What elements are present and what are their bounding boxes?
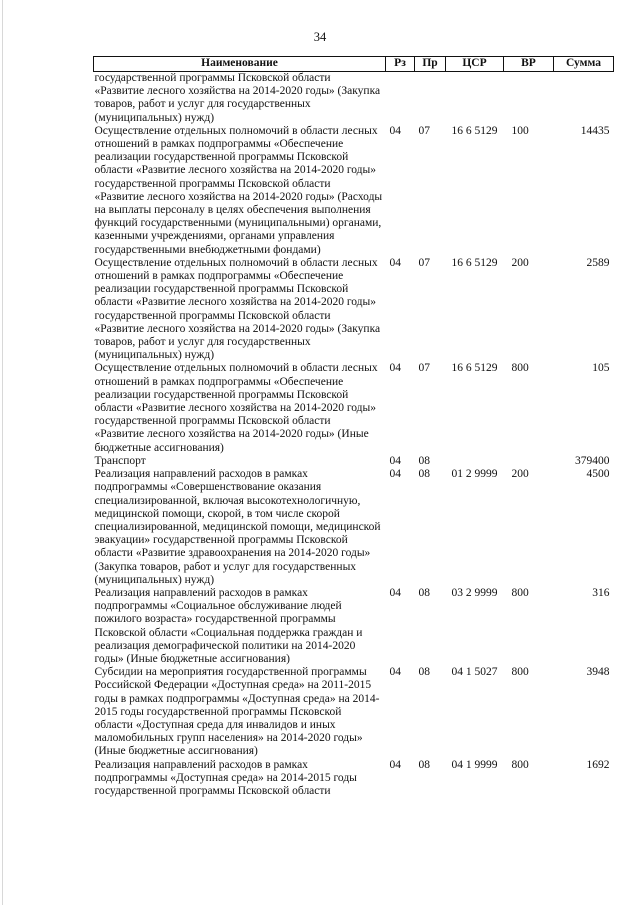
cell-name: Реализация направлений расходов в рамках подпрограммы «Совершенствование оказания специализированной, включая высокотехнологичную, медицинской помощи, скорой, в том числе скорой специализированной, медицинской помощи, медицинской эвакуации» государственной программы Псковской области «Развитие здравоохранения на 2014-2020 годы» (Закупка товаров, работ и услуг для государственных (муниципальных) нужд) (94, 468, 381, 586)
table-row (94, 362, 614, 454)
cell-sum: 3948 (586, 666, 610, 679)
cell-name: Реализация направлений расходов в рамках подпрограммы «Доступная среда» на 2014-2015 годы государственной программы Псковской области (94, 758, 357, 797)
cell-vr: 800 (511, 586, 529, 599)
cell-rz: 04 (389, 362, 401, 375)
cell-vr: 200 (511, 468, 529, 481)
cell-sum: 14435 (580, 124, 610, 137)
cell-vr (504, 72, 554, 125)
table-row (94, 455, 614, 468)
cell-vr: 200 (511, 256, 529, 269)
cell-pr (415, 72, 446, 125)
header-rz: Рз (386, 57, 415, 72)
table-row (94, 257, 614, 363)
cell-name: Осуществление отдельных полномочий в области лесных отношений в рамках подпрограммы «Обеспечение реализации государственной программы Псковской области «Развитие лесного хозяйства на 2014-2020 годы» государственной программы Псковской области «Развитие лесного хозяйства на 2014-2020 годы» (Расходы на выплаты персоналу в целях обеспечения выполнения функций государственными (муниципальными) органами, казенными учреждениями, органами управления государственными внебюджетными фондами) (94, 124, 383, 256)
cell-sum: 379400 (575, 454, 610, 467)
table-body (94, 72, 614, 799)
cell-name: Субсидии на мероприятия государственной программы Российской Федерации «Доступная среда» на 2011-2015 годы в рамках подпрограммы «Доступная среда» на 2014-2015 годы государственной программы Псковской области «Доступная среда для инвалидов и иных маломобильных групп населения» на 2014-2020 годы» (Иные бюджетные ассигнования) (94, 666, 380, 758)
header-pr: Пр (415, 57, 446, 72)
cell-csr: 03 2 9999 (451, 586, 498, 599)
cell-name: Реализация направлений расходов в рамках подпрограммы «Социальное обслуживание людей пожилого возраста» государственной программы Псковской области «Социальная поддержка граждан и реализация демографической политики на 2014-2020 годы» (Иные бюджетные ассигнования) (94, 586, 363, 665)
cell-vr: 100 (511, 124, 529, 137)
header-name: Наименование (94, 57, 386, 72)
cell-rz: 04 (389, 454, 401, 467)
cell-vr: 800 (511, 666, 529, 679)
cell-name: Осуществление отдельных полномочий в области лесных отношений в рамках подпрограммы «Обеспечение реализации государственной программы Псковской области «Развитие лесного хозяйства на 2014-2020 годы» государственной программы Псковской области «Развитие лесного хозяйства на 2014-2020 годы» (Закупка товаров, работ и услуг для государственных (муниципальных) нужд) (94, 256, 381, 362)
table-row (94, 72, 614, 125)
table-row (94, 666, 614, 758)
table-row (94, 759, 614, 799)
cell-csr (446, 455, 504, 468)
cell-rz: 04 (389, 666, 401, 679)
page-number: 34 (313, 30, 327, 44)
table-row (94, 125, 614, 257)
cell-csr: 16 6 5129 (451, 124, 498, 137)
header-csr: ЦСР (446, 57, 504, 72)
cell-sum: 105 (592, 362, 610, 375)
cell-name: Осуществление отдельных полномочий в области лесных отношений в рамках подпрограммы «Обеспечение реализации государственной программы Псковской области «Развитие лесного хозяйства на 2014-2020 годы» государственной программы Псковской области «Развитие лесного хозяйства на 2014-2020 годы» (Иные бюджетные ассигнования) (94, 362, 378, 454)
cell-csr: 04 1 9999 (451, 758, 498, 771)
cell-pr: 08 (418, 454, 430, 467)
cell-csr: 16 6 5129 (451, 362, 498, 375)
cell-pr: 08 (418, 758, 430, 771)
cell-rz: 04 (389, 468, 401, 481)
table-row (94, 587, 614, 666)
cell-pr: 07 (418, 256, 430, 269)
cell-sum: 2589 (586, 256, 610, 269)
budget-table (93, 56, 614, 798)
header-vr: ВР (504, 57, 554, 72)
cell-rz: 04 (389, 758, 401, 771)
cell-pr: 08 (418, 586, 430, 599)
cell-vr (504, 455, 554, 468)
cell-rz: 04 (389, 586, 401, 599)
header-sum: Сумма (554, 57, 614, 72)
cell-sum: 4500 (586, 468, 610, 481)
cell-csr: 16 6 5129 (451, 256, 498, 269)
cell-csr: 04 1 5027 (451, 666, 498, 679)
table-header (94, 57, 614, 72)
cell-pr: 08 (418, 468, 430, 481)
cell-sum (554, 72, 614, 125)
cell-csr (446, 72, 504, 125)
cell-vr: 800 (511, 362, 529, 375)
cell-rz: 04 (389, 124, 401, 137)
cell-rz: 04 (389, 256, 401, 269)
cell-name: государственной программы Псковской области «Развитие лесного хозяйства на 2014-2020 годы» (Закупка товаров, работ и услуг для государственных (муниципальных) нужд) (94, 72, 381, 124)
cell-vr: 800 (511, 758, 529, 771)
cell-pr: 07 (418, 124, 430, 137)
cell-csr: 01 2 9999 (451, 468, 498, 481)
cell-name: Транспорт (94, 454, 146, 467)
cell-sum: 1692 (586, 758, 610, 771)
cell-rz (386, 72, 415, 125)
scan-edge (2, 0, 3, 905)
table-row (94, 468, 614, 587)
cell-pr: 07 (418, 362, 430, 375)
cell-pr: 08 (418, 666, 430, 679)
cell-sum: 316 (592, 586, 610, 599)
